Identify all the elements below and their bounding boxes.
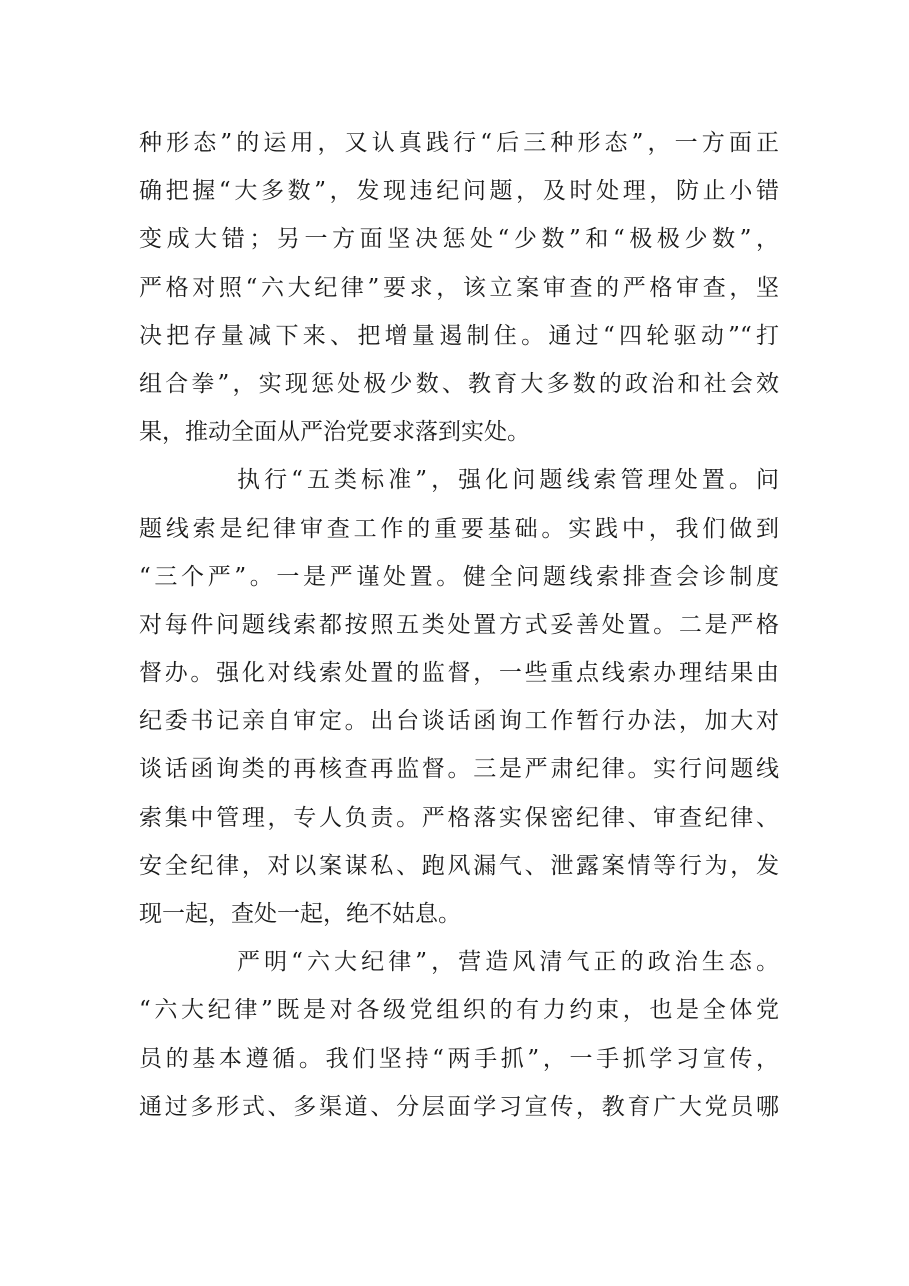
document-body <box>139 119 779 1131</box>
paragraph-3-line-1: 严明“六大纪律”，营造风清气正的政治生态。 <box>237 949 779 976</box>
paragraph-3-line-4: 通过多形式、多渠道、分层面学习宣传，教育广大党员哪 <box>139 1093 779 1120</box>
paragraph-1-line-7: 果，推动全面从严治党要求落到实处。 <box>139 419 530 446</box>
paragraph-2-line-4: 对每件问题线索都按照五类处置方式妥善处置。二是严格 <box>139 611 779 638</box>
paragraph-2-line-10: 现一起，查处一起，绝不姑息。 <box>139 901 461 927</box>
paragraph-1-line-1: 种形态”的运用，又认真践行“后三种形态”，一方面正 <box>139 130 779 156</box>
paragraph-1-line-2: 确把握“大多数”，发现违纪问题，及时处理，防止小错 <box>139 178 779 205</box>
paragraph-3-line-3: 员的基本遵循。我们坚持“两手抓”，一手抓学习宣传， <box>139 1045 779 1072</box>
paragraph-2-line-5: 督办。强化对线索处置的监督，一些重点线索办理结果由 <box>139 660 779 687</box>
paragraph-2-line-9: 安全纪律，对以案谋私、跑风漏气、泄露案情等行为，发 <box>139 852 779 879</box>
paragraph-2-line-1: 执行“五类标准”，强化问题线索管理处置。问 <box>237 467 779 494</box>
paragraph-1-line-3: 变成大错；另一方面坚决惩处“少数”和“极极少数”， <box>139 226 779 253</box>
paragraph-1-line-5: 决把存量减下来、把增量遏制住。通过“四轮驱动”“打 <box>139 322 779 349</box>
paragraph-1-line-6: 组合拳”，实现惩处极少数、教育大多数的政治和社会效 <box>139 370 779 397</box>
paragraph-2-line-8: 索集中管理，专人负责。严格落实保密纪律、审查纪律、 <box>139 804 779 831</box>
paragraph-2-line-7: 谈话函询类的再核查再监督。三是严肃纪律。实行问题线 <box>139 756 779 783</box>
paragraph-2-line-3: “三个严”。一是严谨处置。健全问题线索排查会诊制度 <box>139 563 779 590</box>
paragraph-2-line-2: 题线索是纪律审查工作的重要基础。实践中，我们做到 <box>139 515 779 542</box>
paragraph-2-line-6: 纪委书记亲自审定。出台谈话函询工作暂行办法，加大对 <box>139 708 779 735</box>
paragraph-3-line-2: “六大纪律”既是对各级党组织的有力约束，也是全体党 <box>139 997 779 1024</box>
paragraph-1-line-4: 严格对照“六大纪律”要求，该立案审查的严格审查，坚 <box>139 274 779 301</box>
